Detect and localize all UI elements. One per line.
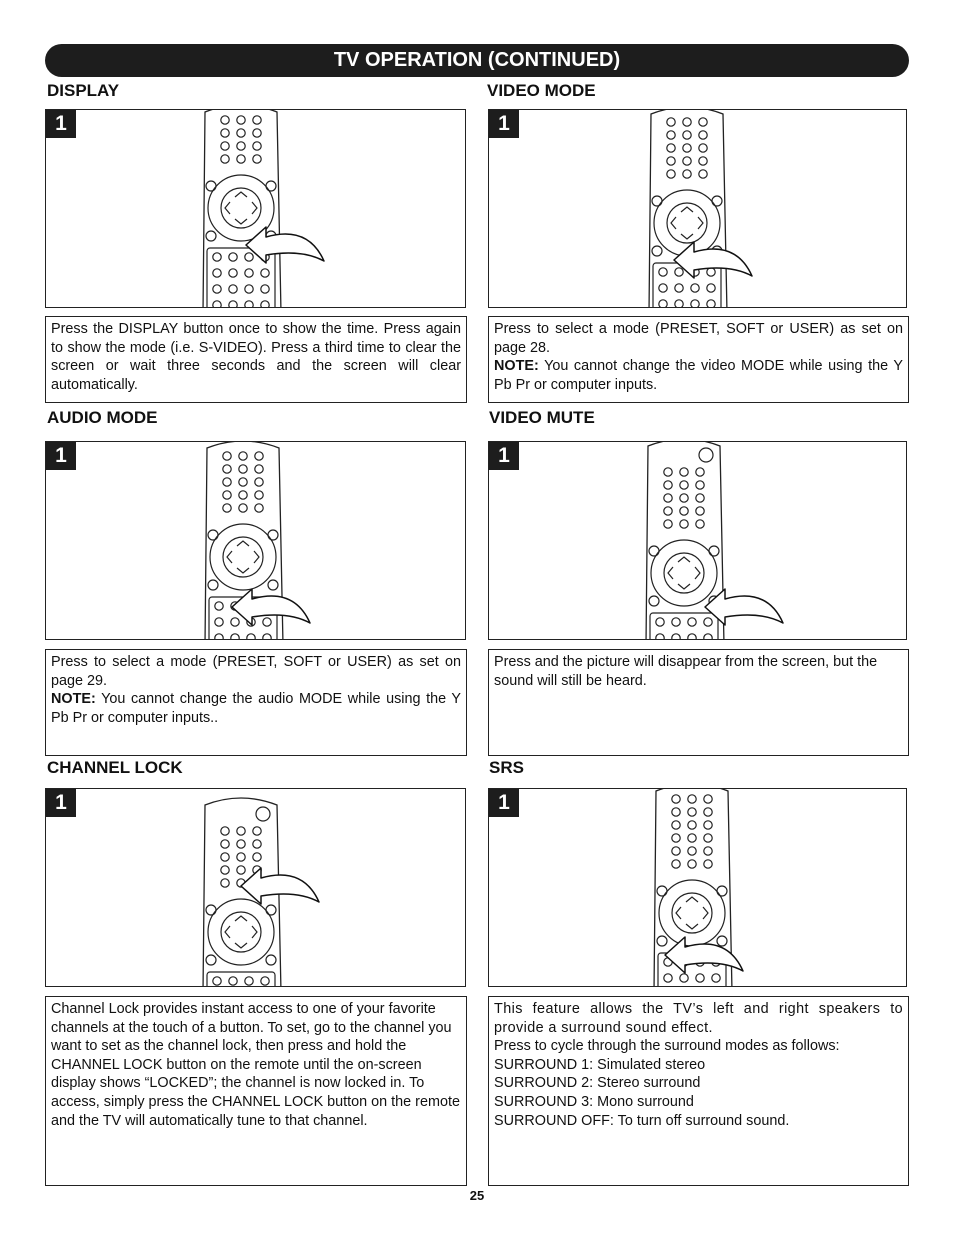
text-video-mode [488,316,909,403]
channel-lock-description: Channel Lock provides instant access to one of your favorite channels at the touch of a button. To set, go to the channel you want to set as the channel lock, then press and hold the CHANNEL LOCK button on the remote until the on-screen display shows “LOCKED”; the channel is now locked in. To access, simply press the CHANNEL LOCK button on the remote and the TV will automatically tune to that channel. [51,1001,460,1129]
remote-control-icon [646,442,783,640]
text-channel-lock [45,996,467,1186]
step-badge: 1 [489,789,519,817]
step-badge: 1 [489,442,519,470]
figure-audio-mode [45,441,466,640]
step-badge: 1 [46,110,76,138]
srs-line: SURROUND 3: Mono surround [494,1093,694,1110]
figure-srs [488,788,907,987]
video-mode-description: Press to select a mode (PRESET, SOFT or USER) as set on page 28. [494,321,903,356]
figure-display [45,109,466,308]
srs-line: SURROUND OFF: To turn off surround sound. [494,1112,790,1129]
remote-control-icon [203,110,324,308]
page-number: 25 [469,1188,485,1203]
remote-control-icon [203,798,319,987]
display-description: Press the DISPLAY button once to show the time. Press again to show the mode (i.e. S-VIDEO). Press a third time to clear the screen or wait three seconds and the screen will clear automatically. [51,321,461,393]
text-video-mute [488,649,909,756]
remote-illustration [489,442,907,640]
remote-control-icon [649,110,752,308]
remote-illustration [489,789,907,987]
note-text: You cannot change the video MODE while using the Y Pb Pr or computer inputs. [494,358,903,393]
figure-video-mode [488,109,907,308]
audio-mode-description: Press to select a mode (PRESET, SOFT or USER) as set on page 29. [51,654,461,689]
text-audio-mode [45,649,467,756]
remote-control-icon [654,789,743,987]
video-mute-description: Press and the picture will disappear from the screen, but the sound will still be heard. [494,654,878,689]
note-label: NOTE: [51,691,96,708]
remote-illustration [46,110,466,308]
video-mode-note [494,357,903,394]
remote-control-icon [205,442,310,640]
srs-line: Press to cycle through the surround modes as follows: [494,1038,840,1055]
step-badge: 1 [489,110,519,138]
audio-mode-note [51,690,461,727]
heading-video-mode: VIDEO MODE [487,81,596,100]
remote-illustration [46,442,466,640]
step-badge: 1 [46,442,76,470]
note-label: NOTE: [494,358,539,375]
figure-video-mute [488,441,907,640]
text-srs [488,996,909,1186]
figure-channel-lock [45,788,466,987]
remote-illustration [46,789,466,987]
srs-line: This feature allows the TV’s left and right speakers to provide a surround sound effect. [494,1001,903,1036]
note-text: You cannot change the audio MODE while using the Y Pb Pr or computer inputs.. [51,691,461,726]
srs-line: SURROUND 2: Stereo surround [494,1075,701,1092]
srs-line: SURROUND 1: Simulated stereo [494,1056,706,1073]
heading-video-mute: VIDEO MUTE [489,408,595,427]
heading-srs: SRS [489,758,524,777]
text-display [45,316,467,403]
remote-illustration [489,110,907,308]
page-banner: TV OPERATION (CONTINUED) [45,44,909,77]
heading-channel-lock: CHANNEL LOCK [47,758,183,777]
step-badge: 1 [46,789,76,817]
heading-audio-mode: AUDIO MODE [47,408,158,427]
heading-display: DISPLAY [47,81,120,100]
